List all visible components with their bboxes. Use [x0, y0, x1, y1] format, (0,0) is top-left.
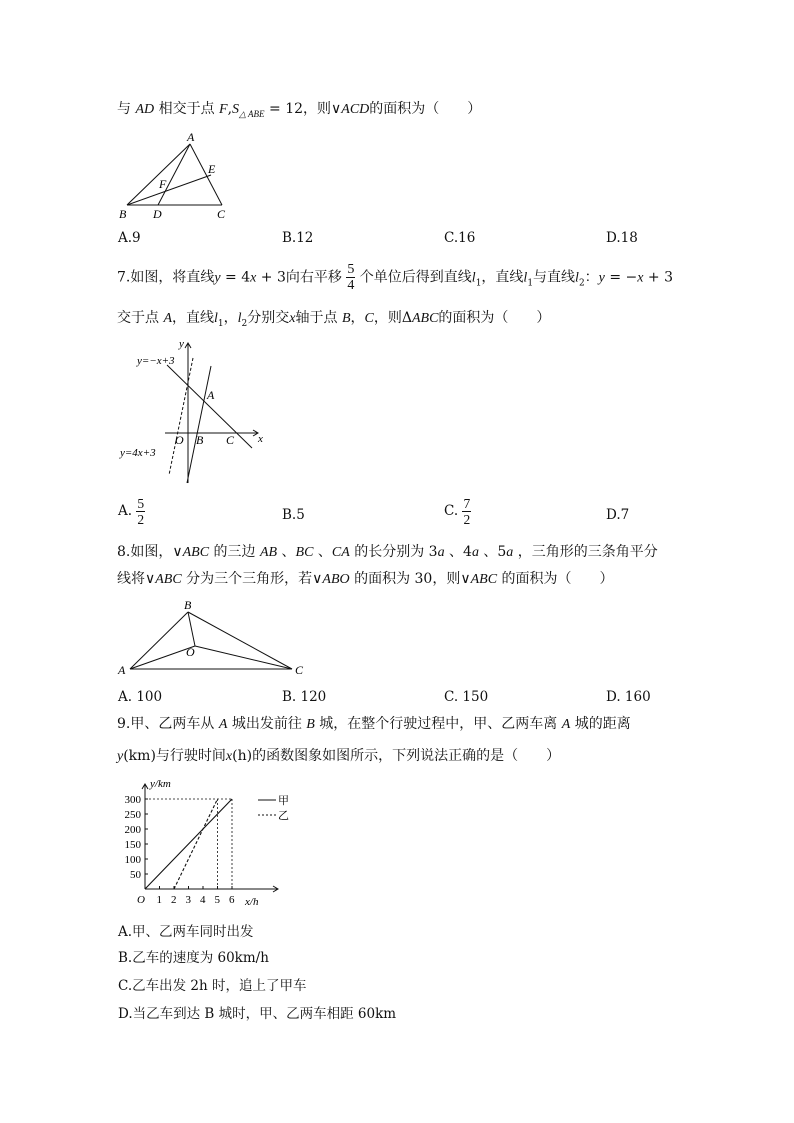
q9-y-tick-label: 200: [124, 824, 141, 836]
q9-y-tick-label: 50: [130, 869, 141, 881]
q9-distance-time-chart: [110, 776, 295, 911]
q6-label-c: C: [217, 207, 226, 221]
q7-label-l2-eq: y=−x+3: [137, 355, 175, 367]
q9-y-tick-label: 250: [124, 809, 141, 821]
q7-stem-line1: 7.如图，将直线y = 4x + 3向右平移 $\frac{5}{4}$ 个单位后得到直线$l_1$，直线$l_1$与直线$l_2$：y = −x + 3: [117, 262, 674, 293]
q7-label-x: x: [258, 433, 263, 445]
q9-option-c: C.乙车出发 2h 时，追上了甲车: [118, 978, 307, 994]
q7-label-c: C: [226, 433, 235, 447]
q6-label-d: D: [153, 207, 162, 221]
q7-label-b: B: [196, 433, 204, 447]
q6-option-a: A.9: [118, 230, 141, 246]
q6-option-c: C.16: [444, 230, 476, 246]
q8-option-a: A. 100: [118, 689, 163, 705]
q7-label-l-eq: y=4x+3: [120, 447, 156, 459]
q6-side-ac: [190, 144, 222, 205]
q7-label-o: O: [175, 433, 184, 447]
q9-y-tick-label: 300: [124, 794, 141, 806]
q9-x-axis-label: x/h: [245, 896, 259, 908]
q9-series-line-0: [145, 799, 232, 889]
q8-side-bc: [188, 612, 292, 669]
q9-x-tick-label: 5: [214, 894, 220, 906]
q9-stem-line2: y(km)与行驶时间x(h)的函数图象如图所示，下列说法正确的是（ ）: [117, 748, 561, 764]
q9-option-d: D.当乙车到达 B 城时，甲、乙两车相距 60km: [118, 1006, 397, 1022]
q6-label-f: F: [159, 177, 167, 191]
q9-y-tick-label: 100: [124, 854, 141, 866]
q6-label-a: A: [187, 130, 195, 144]
q9-option-b: B.乙车的速度为 60km/h: [118, 950, 269, 966]
q8-bisector-co: [195, 646, 292, 669]
q9-legend-jia: 甲: [278, 795, 289, 807]
q7-label-a: A: [207, 388, 215, 402]
q6-option-d: D.18: [606, 230, 638, 246]
q7-stem-line2: 交于点 A，直线$l_1$，$l_2$分别交x轴于点 B，C，则ΔABC的面积为（ ）: [117, 310, 551, 329]
q7-option-b: B.5: [282, 507, 305, 523]
q6-side-ab: [127, 144, 190, 205]
q6-label-e: E: [208, 162, 216, 176]
q9-y-tick-label: 150: [124, 839, 141, 851]
q9-x-tick-label: 2: [171, 894, 177, 906]
q8-label-a: A: [118, 663, 126, 677]
q9-x-tick-label: 4: [200, 894, 206, 906]
q8-stem-line1: 8.如图，∨ABC 的三边 AB 、BC 、CA 的长分别为 3a 、4a 、5a ，三角形的三条角平分: [117, 544, 658, 560]
q6-option-b: B.12: [282, 230, 314, 246]
q7-option-c: C. $\frac{7}{2}$: [444, 496, 471, 527]
q7-line-graph-figure: [115, 335, 275, 490]
q6-segment-ad: [158, 144, 190, 205]
q6-label-b: B: [119, 207, 127, 221]
q8-option-d: D. 160: [606, 689, 651, 705]
q7-option-a: A. $\frac{5}{2}$: [118, 496, 145, 527]
q8-bisector-bo: [188, 612, 195, 646]
q8-label-o: O: [186, 645, 195, 659]
q6-segment-be: [127, 175, 211, 205]
q9-x-tick-label: 3: [185, 894, 191, 906]
q8-stem-line2: 线将∨ABC 分为三个三角形，若∨ABO 的面积为 30，则∨ABC 的面积为（ ）: [117, 571, 614, 587]
q7-line-original-dashed: [169, 358, 193, 475]
q7-label-y: y: [179, 338, 184, 350]
q8-label-b: B: [184, 598, 192, 612]
q8-option-b: B. 120: [282, 689, 327, 705]
q9-y-axis-label: y/km: [150, 778, 171, 790]
q8-option-c: C. 150: [444, 689, 489, 705]
q9-option-a: A.甲、乙两车同时出发: [118, 924, 254, 940]
q7-line-l1: [187, 366, 211, 483]
q9-stem-line1: 9.甲、乙两车从 A 城出发前往 B 城，在整个行驶过程中，甲、乙两车离 A 城的距离: [117, 716, 631, 732]
q8-triangle-figure: [115, 596, 315, 681]
q7-option-d: D.7: [606, 507, 630, 523]
q8-side-ab: [130, 612, 188, 669]
q9-series-line-1: [174, 799, 218, 889]
q9-x-tick-label: 6: [229, 894, 235, 906]
q9-origin-label: O: [137, 894, 145, 906]
q6-stem: 与 AD 相交于点 $F,S_{\triangle ABE} = 12$，则∨ACD的面积为（ ）: [117, 101, 482, 119]
q8-label-c: C: [295, 663, 304, 677]
q9-legend-yi: 乙: [278, 810, 289, 822]
q9-x-tick-label: 1: [156, 894, 162, 906]
q6-triangle-figure: [115, 128, 245, 223]
